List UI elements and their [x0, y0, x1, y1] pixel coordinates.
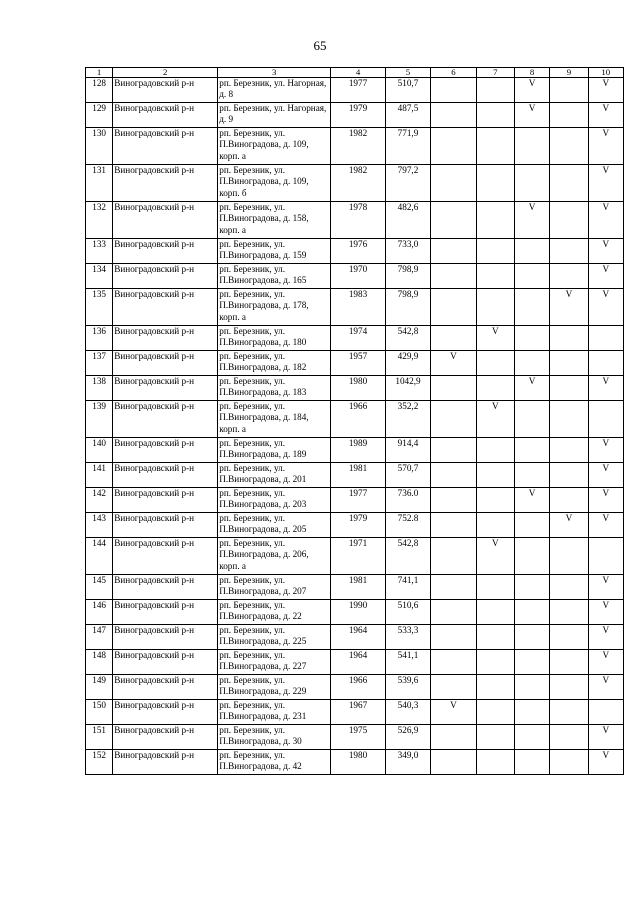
district-cell: Виноградовский р-н — [113, 538, 218, 575]
year-cell: 1977 — [331, 78, 386, 103]
table-row — [86, 78, 624, 103]
page-number: 65 — [313, 38, 327, 53]
table-row — [86, 650, 624, 675]
address-cell: рп. Березник, ул. П.Виноградова, д. 189 — [218, 438, 331, 463]
mark-col-10: V — [588, 103, 623, 128]
mark-col-9 — [550, 488, 588, 513]
mark-col-9 — [550, 128, 588, 165]
mark-col-10: V — [588, 438, 623, 463]
address-cell: рп. Березник, ул. П.Виноградова, д. 203 — [218, 488, 331, 513]
area-cell: 736.0 — [385, 488, 430, 513]
year-cell: 1957 — [331, 351, 386, 376]
mark-col-6 — [431, 513, 476, 538]
mark-col-8: V — [514, 78, 549, 103]
mark-col-7 — [476, 78, 514, 103]
area-cell: 798,9 — [385, 289, 430, 326]
mark-col-6 — [431, 103, 476, 128]
year-cell: 1970 — [331, 264, 386, 289]
mark-col-7 — [476, 463, 514, 488]
district-cell: Виноградовский р-н — [113, 165, 218, 202]
mark-col-7 — [476, 239, 514, 264]
mark-col-8 — [514, 438, 549, 463]
mark-col-10 — [588, 700, 623, 725]
district-cell: Виноградовский р-н — [113, 202, 218, 239]
mark-col-6 — [431, 289, 476, 326]
mark-col-8: V — [514, 202, 549, 239]
area-cell: 771,9 — [385, 128, 430, 165]
area-cell: 510,7 — [385, 78, 430, 103]
area-cell: 542,8 — [385, 538, 430, 575]
table-row — [86, 202, 624, 239]
mark-col-7 — [476, 600, 514, 625]
year-cell: 1976 — [331, 239, 386, 264]
mark-col-8 — [514, 600, 549, 625]
row-number: 148 — [86, 650, 113, 675]
mark-col-7 — [476, 103, 514, 128]
mark-col-8 — [514, 289, 549, 326]
row-number: 151 — [86, 725, 113, 750]
mark-col-6 — [431, 650, 476, 675]
area-cell: 752.8 — [385, 513, 430, 538]
column-header: 10 — [588, 68, 623, 78]
row-number: 131 — [86, 165, 113, 202]
mark-col-6 — [431, 488, 476, 513]
district-cell: Виноградовский р-н — [113, 438, 218, 463]
district-cell: Виноградовский р-н — [113, 650, 218, 675]
address-cell: рп. Березник, ул. П.Виноградова, д. 205 — [218, 513, 331, 538]
row-number: 152 — [86, 750, 113, 775]
mark-col-10: V — [588, 750, 623, 775]
table-row — [86, 401, 624, 438]
mark-col-7 — [476, 351, 514, 376]
district-cell: Виноградовский р-н — [113, 625, 218, 650]
table-row — [86, 488, 624, 513]
area-cell: 539,6 — [385, 675, 430, 700]
address-cell: рп. Березник, ул. Нагорная, д. 9 — [218, 103, 331, 128]
mark-col-10: V — [588, 78, 623, 103]
mark-col-6 — [431, 401, 476, 438]
address-cell: рп. Березник, ул. П.Виноградова, д. 182 — [218, 351, 331, 376]
table-row — [86, 239, 624, 264]
row-number: 128 — [86, 78, 113, 103]
mark-col-6 — [431, 600, 476, 625]
mark-col-10: V — [588, 239, 623, 264]
year-cell: 1964 — [331, 650, 386, 675]
area-cell: 541,1 — [385, 650, 430, 675]
area-cell: 510,6 — [385, 600, 430, 625]
mark-col-8 — [514, 326, 549, 351]
row-number: 149 — [86, 675, 113, 700]
row-number: 142 — [86, 488, 113, 513]
year-cell: 1979 — [331, 103, 386, 128]
mark-col-6 — [431, 264, 476, 289]
mark-col-10: V — [588, 513, 623, 538]
district-cell: Виноградовский р-н — [113, 725, 218, 750]
table-row — [86, 463, 624, 488]
table-row — [86, 675, 624, 700]
district-cell: Виноградовский р-н — [113, 128, 218, 165]
row-number: 129 — [86, 103, 113, 128]
mark-col-8: V — [514, 103, 549, 128]
mark-col-10 — [588, 326, 623, 351]
column-header: 1 — [86, 68, 113, 78]
area-cell: 1042,9 — [385, 376, 430, 401]
mark-col-6 — [431, 575, 476, 600]
mark-col-7 — [476, 513, 514, 538]
mark-col-8 — [514, 264, 549, 289]
row-number: 138 — [86, 376, 113, 401]
mark-col-7 — [476, 725, 514, 750]
column-header: 3 — [218, 68, 331, 78]
table-row — [86, 103, 624, 128]
year-cell: 1967 — [331, 700, 386, 725]
mark-col-9 — [550, 326, 588, 351]
mark-col-9 — [550, 376, 588, 401]
mark-col-8 — [514, 750, 549, 775]
table-row — [86, 538, 624, 575]
mark-col-8 — [514, 401, 549, 438]
mark-col-6 — [431, 725, 476, 750]
year-cell: 1989 — [331, 438, 386, 463]
table-row — [86, 326, 624, 351]
table-body — [86, 78, 624, 775]
mark-col-8 — [514, 575, 549, 600]
table-row — [86, 725, 624, 750]
district-cell: Виноградовский р-н — [113, 575, 218, 600]
mark-col-7 — [476, 128, 514, 165]
mark-col-7 — [476, 202, 514, 239]
district-cell: Виноградовский р-н — [113, 289, 218, 326]
area-cell: 741,1 — [385, 575, 430, 600]
mark-col-10: V — [588, 675, 623, 700]
row-number: 147 — [86, 625, 113, 650]
row-number: 135 — [86, 289, 113, 326]
address-cell: рп. Березник, ул. П.Виноградова, д. 207 — [218, 575, 331, 600]
address-cell: рп. Березник, ул. П.Виноградова, д. 231 — [218, 700, 331, 725]
year-cell: 1982 — [331, 165, 386, 202]
mark-col-10: V — [588, 289, 623, 326]
year-cell: 1977 — [331, 488, 386, 513]
area-cell: 798,9 — [385, 264, 430, 289]
row-number: 141 — [86, 463, 113, 488]
area-cell: 526,9 — [385, 725, 430, 750]
address-cell: рп. Березник, ул. П.Виноградова, д. 165 — [218, 264, 331, 289]
district-cell: Виноградовский р-н — [113, 600, 218, 625]
year-cell: 1980 — [331, 376, 386, 401]
address-cell: рп. Березник, ул. П.Виноградова, д. 22 — [218, 600, 331, 625]
year-cell: 1979 — [331, 513, 386, 538]
mark-col-6: V — [431, 351, 476, 376]
table-row — [86, 289, 624, 326]
mark-col-9 — [550, 650, 588, 675]
district-cell: Виноградовский р-н — [113, 326, 218, 351]
area-cell: 482,6 — [385, 202, 430, 239]
area-cell: 533,3 — [385, 625, 430, 650]
year-cell: 1974 — [331, 326, 386, 351]
year-cell: 1990 — [331, 600, 386, 625]
housing-registry-table — [85, 67, 624, 775]
mark-col-9 — [550, 264, 588, 289]
area-cell: 542,8 — [385, 326, 430, 351]
table-row — [86, 128, 624, 165]
row-number: 132 — [86, 202, 113, 239]
address-cell: рп. Березник, ул. П.Виноградова, д. 109, корп. а — [218, 128, 331, 165]
mark-col-8 — [514, 700, 549, 725]
mark-col-8 — [514, 351, 549, 376]
address-cell: рп. Березник, ул. П.Виноградова, д. 201 — [218, 463, 331, 488]
mark-col-6 — [431, 538, 476, 575]
mark-col-9: V — [550, 289, 588, 326]
year-cell: 1964 — [331, 625, 386, 650]
mark-col-8 — [514, 625, 549, 650]
table-row — [86, 513, 624, 538]
column-header: 2 — [113, 68, 218, 78]
mark-col-10: V — [588, 463, 623, 488]
year-cell: 1966 — [331, 401, 386, 438]
year-cell: 1983 — [331, 289, 386, 326]
mark-col-9 — [550, 625, 588, 650]
mark-col-9 — [550, 438, 588, 463]
table-row — [86, 264, 624, 289]
year-cell: 1971 — [331, 538, 386, 575]
mark-col-8 — [514, 725, 549, 750]
district-cell: Виноградовский р-н — [113, 78, 218, 103]
row-number: 137 — [86, 351, 113, 376]
mark-col-9 — [550, 675, 588, 700]
mark-col-7 — [476, 165, 514, 202]
mark-col-8 — [514, 650, 549, 675]
address-cell: рп. Березник, ул. П.Виноградова, д. 227 — [218, 650, 331, 675]
table-row — [86, 438, 624, 463]
district-cell: Виноградовский р-н — [113, 401, 218, 438]
table-row — [86, 575, 624, 600]
area-cell: 352,2 — [385, 401, 430, 438]
mark-col-7: V — [476, 538, 514, 575]
address-cell: рп. Березник, ул. П.Виноградова, д. 183 — [218, 376, 331, 401]
mark-col-9 — [550, 575, 588, 600]
mark-col-9 — [550, 538, 588, 575]
mark-col-7 — [476, 675, 514, 700]
mark-col-7 — [476, 575, 514, 600]
year-cell: 1975 — [331, 725, 386, 750]
mark-col-10: V — [588, 625, 623, 650]
column-number-row — [86, 68, 624, 78]
row-number: 134 — [86, 264, 113, 289]
mark-col-6 — [431, 128, 476, 165]
mark-col-7 — [476, 650, 514, 675]
area-cell: 797,2 — [385, 165, 430, 202]
mark-col-7: V — [476, 326, 514, 351]
mark-col-8 — [514, 675, 549, 700]
mark-col-10: V — [588, 600, 623, 625]
district-cell: Виноградовский р-н — [113, 513, 218, 538]
address-cell: рп. Березник, ул. П.Виноградова, д. 158, корп. а — [218, 202, 331, 239]
mark-col-9 — [550, 401, 588, 438]
table-row — [86, 351, 624, 376]
district-cell: Виноградовский р-н — [113, 351, 218, 376]
mark-col-9: V — [550, 513, 588, 538]
table-row — [86, 700, 624, 725]
row-number: 130 — [86, 128, 113, 165]
area-cell: 429,9 — [385, 351, 430, 376]
row-number: 150 — [86, 700, 113, 725]
mark-col-7 — [476, 488, 514, 513]
mark-col-10: V — [588, 376, 623, 401]
mark-col-7 — [476, 625, 514, 650]
column-header: 8 — [514, 68, 549, 78]
mark-col-6 — [431, 463, 476, 488]
mark-col-10: V — [588, 575, 623, 600]
mark-col-8 — [514, 128, 549, 165]
row-number: 146 — [86, 600, 113, 625]
area-cell: 733,0 — [385, 239, 430, 264]
year-cell: 1982 — [331, 128, 386, 165]
mark-col-6 — [431, 438, 476, 463]
mark-col-10: V — [588, 165, 623, 202]
mark-col-10: V — [588, 128, 623, 165]
mark-col-7 — [476, 750, 514, 775]
year-cell: 1981 — [331, 575, 386, 600]
mark-col-8 — [514, 538, 549, 575]
year-cell: 1966 — [331, 675, 386, 700]
year-cell: 1980 — [331, 750, 386, 775]
mark-col-10: V — [588, 725, 623, 750]
mark-col-9 — [550, 351, 588, 376]
mark-col-6 — [431, 326, 476, 351]
mark-col-6 — [431, 675, 476, 700]
address-cell: рп. Березник, ул. П.Виноградова, д. 229 — [218, 675, 331, 700]
mark-col-9 — [550, 463, 588, 488]
mark-col-9 — [550, 165, 588, 202]
table-row — [86, 600, 624, 625]
table-row — [86, 750, 624, 775]
column-header: 4 — [331, 68, 386, 78]
column-header: 6 — [431, 68, 476, 78]
mark-col-7: V — [476, 401, 514, 438]
mark-col-8 — [514, 239, 549, 264]
area-cell: 914,4 — [385, 438, 430, 463]
mark-col-8 — [514, 463, 549, 488]
table-row — [86, 165, 624, 202]
area-cell: 487,5 — [385, 103, 430, 128]
mark-col-10: V — [588, 650, 623, 675]
district-cell: Виноградовский р-н — [113, 488, 218, 513]
mark-col-8: V — [514, 488, 549, 513]
mark-col-6 — [431, 625, 476, 650]
address-cell: рп. Березник, ул. Нагорная, д. 8 — [218, 78, 331, 103]
district-cell: Виноградовский р-н — [113, 463, 218, 488]
column-header: 5 — [385, 68, 430, 78]
mark-col-9 — [550, 202, 588, 239]
area-cell: 349,0 — [385, 750, 430, 775]
address-cell: рп. Березник, ул. П.Виноградова, д. 159 — [218, 239, 331, 264]
table-row — [86, 625, 624, 650]
mark-col-6 — [431, 165, 476, 202]
mark-col-9 — [550, 239, 588, 264]
mark-col-6 — [431, 376, 476, 401]
address-cell: рп. Березник, ул. П.Виноградова, д. 206, корп. а — [218, 538, 331, 575]
row-number: 143 — [86, 513, 113, 538]
mark-col-7 — [476, 438, 514, 463]
district-cell: Виноградовский р-н — [113, 675, 218, 700]
mark-col-7 — [476, 264, 514, 289]
year-cell: 1981 — [331, 463, 386, 488]
mark-col-6: V — [431, 700, 476, 725]
row-number: 140 — [86, 438, 113, 463]
year-cell: 1978 — [331, 202, 386, 239]
column-header: 9 — [550, 68, 588, 78]
mark-col-10: V — [588, 488, 623, 513]
address-cell: рп. Березник, ул. П.Виноградова, д. 178, корп. а — [218, 289, 331, 326]
mark-col-10 — [588, 351, 623, 376]
address-cell: рп. Березник, ул. П.Виноградова, д. 109, корп. б — [218, 165, 331, 202]
district-cell: Виноградовский р-н — [113, 264, 218, 289]
area-cell: 540,3 — [385, 700, 430, 725]
mark-col-10: V — [588, 202, 623, 239]
mark-col-9 — [550, 750, 588, 775]
mark-col-8: V — [514, 376, 549, 401]
mark-col-10 — [588, 538, 623, 575]
mark-col-7 — [476, 376, 514, 401]
address-cell: рп. Березник, ул. П.Виноградова, д. 42 — [218, 750, 331, 775]
row-number: 139 — [86, 401, 113, 438]
district-cell: Виноградовский р-н — [113, 700, 218, 725]
mark-col-10: V — [588, 264, 623, 289]
district-cell: Виноградовский р-н — [113, 750, 218, 775]
mark-col-6 — [431, 78, 476, 103]
mark-col-6 — [431, 202, 476, 239]
row-number: 145 — [86, 575, 113, 600]
mark-col-7 — [476, 289, 514, 326]
district-cell: Виноградовский р-н — [113, 376, 218, 401]
row-number: 133 — [86, 239, 113, 264]
mark-col-7 — [476, 700, 514, 725]
row-number: 144 — [86, 538, 113, 575]
area-cell: 570,7 — [385, 463, 430, 488]
column-header: 7 — [476, 68, 514, 78]
mark-col-9 — [550, 78, 588, 103]
address-cell: рп. Березник, ул. П.Виноградова, д. 30 — [218, 725, 331, 750]
mark-col-6 — [431, 239, 476, 264]
row-number: 136 — [86, 326, 113, 351]
mark-col-9 — [550, 700, 588, 725]
district-cell: Виноградовский р-н — [113, 239, 218, 264]
mark-col-8 — [514, 513, 549, 538]
table-row — [86, 376, 624, 401]
mark-col-10 — [588, 401, 623, 438]
mark-col-9 — [550, 725, 588, 750]
mark-col-8 — [514, 165, 549, 202]
address-cell: рп. Березник, ул. П.Виноградова, д. 180 — [218, 326, 331, 351]
mark-col-9 — [550, 600, 588, 625]
district-cell: Виноградовский р-н — [113, 103, 218, 128]
mark-col-9 — [550, 103, 588, 128]
address-cell: рп. Березник, ул. П.Виноградова, д. 225 — [218, 625, 331, 650]
address-cell: рп. Березник, ул. П.Виноградова, д. 184, корп. а — [218, 401, 331, 438]
mark-col-6 — [431, 750, 476, 775]
